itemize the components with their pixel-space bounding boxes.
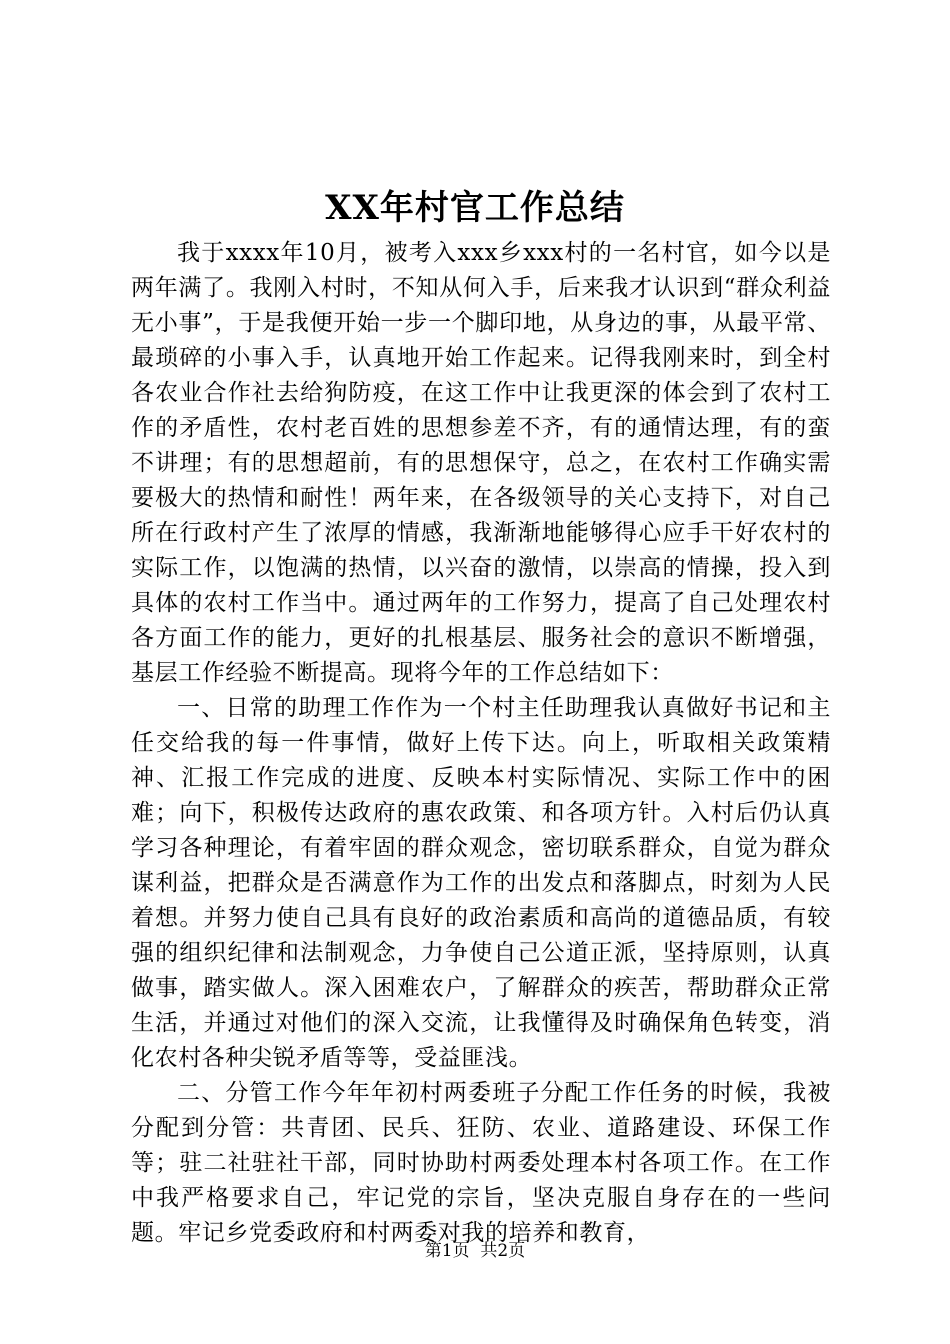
paragraph-intro: 我于xxxx年10月，被考入xxx乡xxx村的一名村官，如今以是两年满了。我刚入村时，不知从何入手，后来我才认识到“群众利益无小事”，于是我便开始一步一个脚印地，从身边的事，从最平常、最琐碎的小事入手，认真地开始工作起来。记得我刚来时，到全村各农业合作社去给狗防疫，在这工作中让我更深的体会到了农村工作的矛盾性，农村老百姓的思想参差不齐，有的通情达理，有的蛮不讲理；有的思想超前，有的思想保守，总之，在农村工作确实需要极大的热情和耐性！两年来，在各级领导的关心支持下，对自己所在行政村产生了浓厚的情感，我渐渐地能够得心应手干好农村的实际工作，以饱满的热情，以兴奋的激情，以崇高的情操，投入到具体的农村工作当中。通过两年的工作努力，提高了自己处理农村各方面工作的能力，更好的扎根基层、服务社会的意识不断增强，基层工作经验不断提高。现将今年的工作总结如下：: [131, 240, 831, 686]
paragraph-section-1: 一、日常的助理工作作为一个村主任助理我认真做好书记和主任交给我的每一件事情，做好上传下达。向上，听取相关政策精神、汇报工作完成的进度、反映本村实际情况、实际工作中的困难；向下，积极传达政府的惠农政策、和各项方针。入村后仍认真学习各种理论，有着牢固的群众观念，密切联系群众，自觉为群众谋利益，把群众是否满意作为工作的出发点和落脚点，时刻为人民着想。并努力使自己具有良好的政治素质和高尚的道德品质，有较强的组织纪律和法制观念，力争使自己公道正派，坚持原则，认真做事，踏实做人。深入困难农户，了解群众的疾苦，帮助群众正常生活，并通过对他们的深入交流，让我懂得及时确保角色转变，消化农村各种尖锐矛盾等等，受益匪浅。: [131, 695, 831, 1071]
page-number: 第1页: [424, 1241, 470, 1261]
document-title: XX年村官工作总结: [325, 188, 625, 228]
page-footer: [0, 1239, 950, 1263]
page-total: 共2页: [480, 1241, 526, 1261]
document-body: [131, 236, 831, 1251]
paragraph-section-2: 二、分管工作今年年初村两委班子分配工作任务的时候，我被分配到分管：共青团、民兵、狂防、农业、道路建设、环保工作等；驻二社驻社干部，同时协助村两委处理本村各项工作。在工作中我严格要求自己，牢记党的宗旨，坚决克服自身存在的一些问题。牢记乡党委政府和村两委对我的培养和教育，: [131, 1080, 831, 1246]
